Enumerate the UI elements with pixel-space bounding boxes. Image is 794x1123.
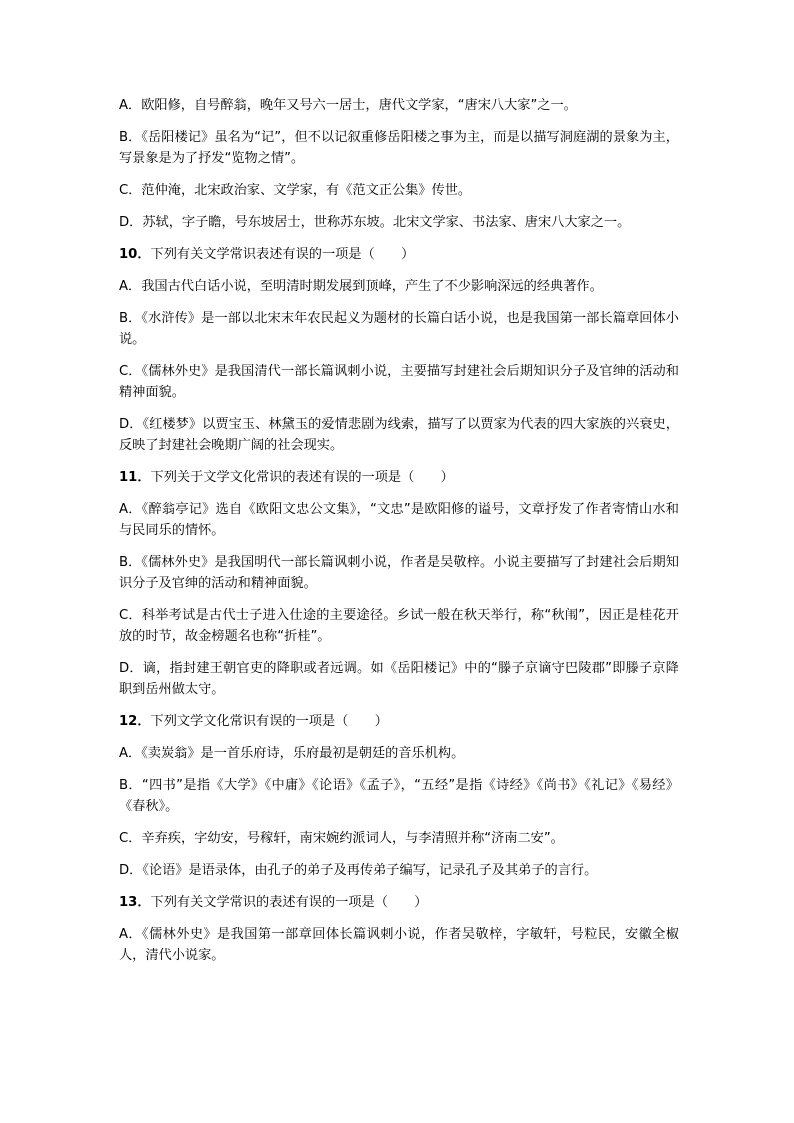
question-text: 下列有关文学常识表述有误的一项是（ ） (150, 247, 415, 262)
question-text: 下列文学文化常识有误的一项是（ ） (150, 714, 388, 729)
q11-option-c: C．科举考试是古代士子进入仕途的主要途径。乡试一般在秋天举行，称“秋闱”，因正是桂花开放的时节，故金榜题名也称“折桂”。 (119, 608, 679, 644)
question-13-stem (119, 892, 679, 913)
q11-option-a: A．《醉翁亭记》选自《欧阳文忠公文集》，“文忠”是欧阳修的谥号，文章抒发了作者寄情山水和与民同乐的情怀。 (119, 502, 679, 538)
q10-option-a: A．我国古代白话小说，至明清时期发展到顶峰，产生了不少影响深远的经典著作。 (119, 279, 603, 294)
question-number: 13． (119, 895, 151, 910)
question-10-stem (119, 244, 679, 265)
question-11-stem (119, 467, 679, 488)
document-page (119, 95, 679, 977)
q10-option-c: C．《儒林外史》是我国清代一部长篇讽刺小说，主要描写封建社会后期知识分子及官绅的活动和精神面貌。 (119, 364, 679, 400)
q9-option-c: C．范仲淹，北宋政治家、文学家，有《范文正公集》传世。 (119, 183, 472, 198)
question-number: 11． (119, 470, 151, 485)
q12-option-c: C．辛弃疾，字幼安，号稼轩，南宋婉约派词人，与李清照并称“济南二安”。 (119, 831, 564, 846)
q10-option-d: D．《红楼梦》以贾宝玉、林黛玉的爱情悲剧为线索，描写了以贾家为代表的四大家族的兴衰史，反映了封建社会晚期广阔的社会现实。 (119, 417, 679, 453)
q11-option-b: B．《儒林外史》是我国明代一部长篇讽刺小说，作者是吴敬梓。小说主要描写了封建社会后期知识分子及官绅的活动和精神面貌。 (119, 555, 679, 591)
question-number: 10． (119, 247, 151, 262)
question-number: 12． (119, 714, 151, 729)
q11-option-d: D．谪，指封建王朝官吏的降职或者远调。如《岳阳楼记》中的“滕子京谪守巴陵郡”即滕子京降职到岳州做太守。 (119, 661, 679, 697)
q10-option-b: B．《水浒传》是一部以北宋末年农民起义为题材的长篇白话小说，也是我国第一部长篇章回体小说。 (119, 311, 679, 347)
q12-option-d: D．《论语》是语录体，由孔子的弟子及再传弟子编写，记录孔子及其弟子的言行。 (119, 863, 598, 878)
q9-option-a: A．欧阳修，自号醉翁，晚年又号六一居士，唐代文学家，“唐宋八大家”之一。 (119, 98, 577, 113)
question-text: 下列关于文学文化常识的表述有误的一项是（ ） (150, 470, 454, 485)
q9-option-d: D．苏轼，字子瞻，号东坡居士，世称苏东坡。北宋文学家、书法家、唐宋八大家之一。 (119, 215, 631, 230)
question-text: 下列有关文学常识的表述有误的一项是（ ） (150, 895, 428, 910)
question-12-stem (119, 711, 679, 732)
q12-option-b: B．“四书”是指《大学》《中庸》《论语》《孟子》，“五经”是指《诗经》《尚书》《礼记》《易经》《春秋》。 (119, 778, 679, 814)
q13-option-a: A．《儒林外史》是我国第一部章回体长篇讽刺小说，作者吴敬梓，字敏轩，号粒民，安徽全椒人，清代小说家。 (119, 927, 679, 963)
q12-option-a: A．《卖炭翁》是一首乐府诗，乐府最初是朝廷的音乐机构。 (119, 746, 465, 761)
q9-option-b: B．《岳阳楼记》虽名为“记”，但不以记叙重修岳阳楼之事为主，而是以描写洞庭湖的景象为主，写景象是为了抒发“览物之情”。 (119, 130, 679, 166)
